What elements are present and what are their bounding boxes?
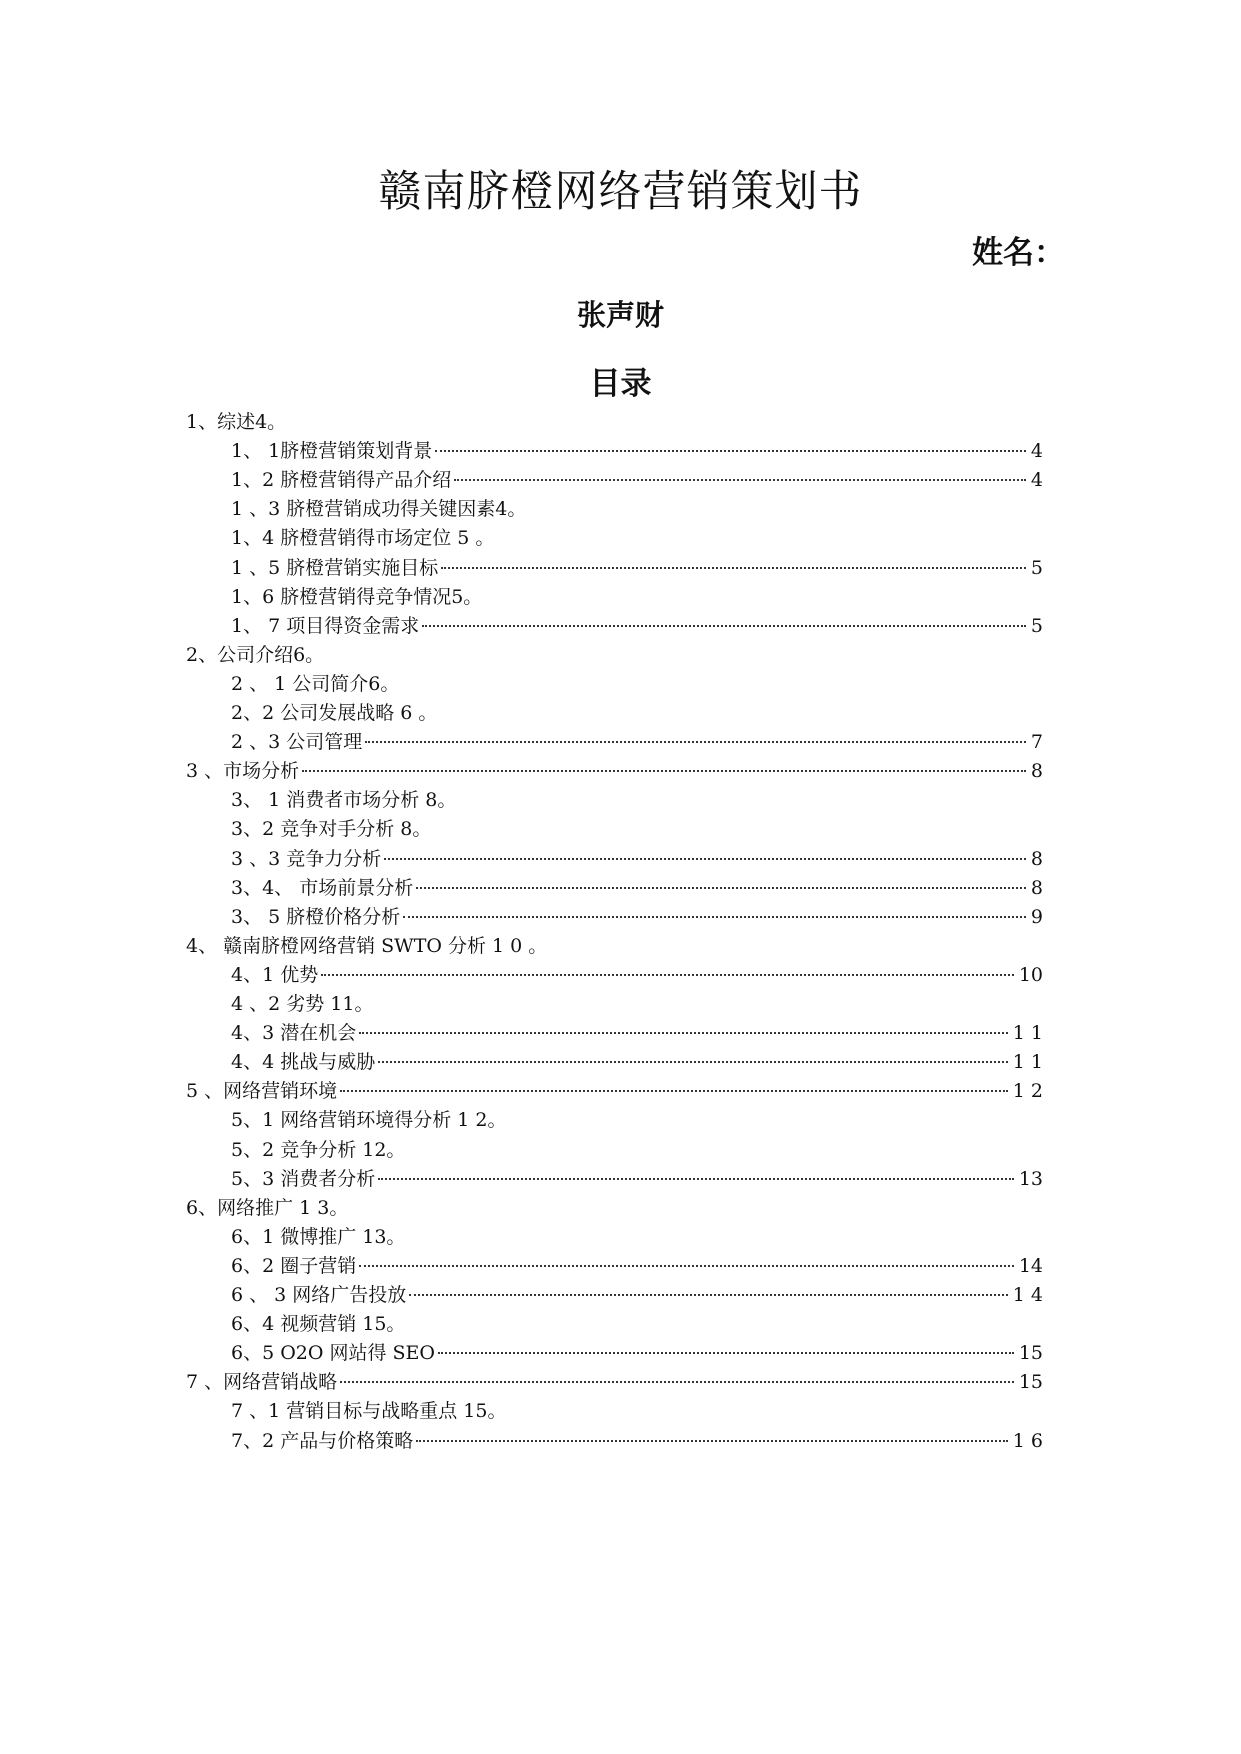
toc-entry-text: 3 、市场分析 (186, 760, 300, 782)
toc-entry[interactable] (231, 614, 1043, 638)
toc-leader-dots (378, 1061, 1008, 1063)
toc-entry[interactable] (231, 526, 494, 550)
toc-page-number: 15 (1018, 1371, 1043, 1393)
toc-entry[interactable] (231, 963, 1043, 987)
toc-leader-dots (359, 1265, 1014, 1267)
toc-entry[interactable] (231, 1225, 405, 1249)
toc-entry-text: 6、4 视频营销 15。 (231, 1313, 406, 1335)
toc-leader-dots (340, 1090, 1008, 1092)
toc-entry[interactable] (231, 1429, 1043, 1453)
toc-page-number: 14 (1018, 1255, 1043, 1277)
toc-entry-text: 1 、3 脐橙营销成功得关键因素4。 (231, 498, 527, 520)
toc-entry[interactable] (231, 1108, 506, 1132)
toc-heading: 目录 (589, 366, 652, 402)
toc-entry-text: 1、4 脐橙营销得市场定位 5 。 (231, 527, 495, 549)
toc-entry[interactable] (231, 701, 437, 725)
toc-entry[interactable] (231, 439, 1043, 463)
toc-entry[interactable] (186, 1079, 1043, 1103)
toc-page-number: 8 (1030, 760, 1043, 782)
toc-entry-text: 2 、 1 公司简介6。 (231, 673, 400, 695)
toc-entry[interactable] (231, 1283, 1043, 1307)
toc-page-number: 13 (1018, 1168, 1043, 1190)
toc-entry[interactable] (231, 817, 431, 841)
toc-entry-text: 7、2 产品与价格策略 (231, 1430, 414, 1452)
toc-leader-dots (435, 450, 1026, 452)
toc-entry[interactable] (231, 788, 456, 812)
toc-entry-text: 7 、1 营销目标与战略重点 15。 (231, 1400, 507, 1422)
toc-entry[interactable] (186, 934, 547, 958)
toc-page-number: 4 (1030, 469, 1043, 491)
toc-page-number: 4 (1030, 440, 1043, 462)
toc-entry-text: 1、综述4。 (186, 411, 287, 433)
toc-leader-dots (384, 858, 1026, 860)
toc-entry-text: 6、网络推广 1 3。 (186, 1197, 349, 1219)
toc-page-number: 1 2 (1012, 1080, 1043, 1102)
toc-entry-text: 5 、网络营销环境 (186, 1080, 338, 1102)
toc-entry-text: 4、1 优势 (231, 964, 319, 986)
toc-entry-text: 4、3 潜在机会 (231, 1022, 357, 1044)
toc-leader-dots (340, 1381, 1014, 1383)
toc-entry-text: 5、1 网络营销环境得分析 1 2。 (231, 1109, 507, 1131)
toc-entry[interactable] (231, 1138, 405, 1162)
toc-leader-dots (302, 770, 1026, 772)
toc-entry[interactable] (231, 1050, 1043, 1074)
toc-entry[interactable] (231, 992, 373, 1016)
toc-leader-dots (416, 887, 1026, 889)
toc-page-number: 15 (1018, 1342, 1043, 1364)
toc-entry-text: 1、 7 项目得资金需求 (231, 615, 420, 637)
toc-leader-dots (422, 625, 1026, 627)
toc-entry-text: 4 、2 劣势 11。 (231, 993, 374, 1015)
toc-entry[interactable] (231, 1312, 405, 1336)
toc-page-number: 8 (1030, 848, 1043, 870)
toc-entry-text: 6、5 O2O 网站得 SEO (231, 1342, 435, 1364)
toc-entry-text: 1 、5 脐橙营销实施目标 (231, 557, 439, 579)
toc-entry-text: 3、4、 市场前景分析 (231, 877, 414, 899)
toc-leader-dots (321, 974, 1014, 976)
toc-entry[interactable] (231, 1167, 1043, 1191)
toc-entry-text: 6 、 3 网络广告投放 (231, 1284, 407, 1306)
toc-entry-text: 6、2 圈子营销 (231, 1255, 357, 1277)
toc-page-number: 10 (1018, 964, 1043, 986)
toc-entry[interactable] (231, 905, 1043, 929)
toc-entry[interactable] (231, 497, 526, 521)
toc-page-number: 8 (1030, 877, 1043, 899)
toc-leader-dots (359, 1032, 1008, 1034)
document-title: 赣南脐橙网络营销策划书 (378, 167, 863, 217)
toc-page-number: 1 1 (1012, 1022, 1043, 1044)
toc-entry-text: 3、 5 脐橙价格分析 (231, 906, 401, 928)
toc-entry-text: 4、4 挑战与威胁 (231, 1051, 376, 1073)
toc-entry-text: 2、2 公司发展战略 6 。 (231, 702, 438, 724)
toc-entry[interactable] (231, 585, 482, 609)
toc-entry[interactable] (231, 672, 399, 696)
toc-entry-text: 5、2 竞争分析 12。 (231, 1139, 406, 1161)
toc-entry-text: 4、 赣南脐橙网络营销 SWTO 分析 1 0 。 (186, 935, 548, 957)
toc-leader-dots (441, 567, 1026, 569)
toc-entry-text: 2、公司介绍6。 (186, 644, 325, 666)
toc-leader-dots (378, 1178, 1014, 1180)
toc-page-number: 7 (1030, 731, 1043, 753)
author-name: 张声财 (576, 298, 664, 332)
toc-page-number: 5 (1030, 615, 1043, 637)
toc-entry[interactable] (231, 876, 1043, 900)
toc-page-number: 1 4 (1012, 1284, 1043, 1306)
toc-entry[interactable] (231, 730, 1043, 754)
toc-page-number: 1 1 (1012, 1051, 1043, 1073)
toc-page-number: 5 (1030, 557, 1043, 579)
toc-entry[interactable] (231, 847, 1043, 871)
toc-leader-dots (454, 479, 1026, 481)
toc-page-number: 9 (1030, 906, 1043, 928)
toc-entry[interactable] (231, 1254, 1043, 1278)
toc-entry[interactable] (186, 410, 286, 434)
toc-entry-text: 7 、网络营销战略 (186, 1371, 338, 1393)
name-label: 姓名： (972, 235, 1065, 271)
toc-entry[interactable] (186, 1370, 1043, 1394)
toc-entry[interactable] (231, 1341, 1043, 1365)
toc-entry-text: 1、 1脐橙营销策划背景 (231, 440, 433, 462)
toc-entry[interactable] (186, 1196, 348, 1220)
toc-leader-dots (403, 916, 1026, 918)
toc-leader-dots (416, 1440, 1008, 1442)
toc-entry[interactable] (231, 1021, 1043, 1045)
toc-entry[interactable] (186, 643, 324, 667)
toc-entry-text: 6、1 微博推广 13。 (231, 1226, 406, 1248)
toc-entry-text: 1、2 脐橙营销得产品介绍 (231, 469, 452, 491)
toc-entry-text: 1、6 脐橙营销得竞争情况5。 (231, 586, 483, 608)
toc-leader-dots (438, 1352, 1014, 1354)
toc-leader-dots (365, 741, 1026, 743)
toc-entry-text: 2 、3 公司管理 (231, 731, 363, 753)
toc-entry[interactable] (231, 468, 1043, 492)
toc-entry[interactable] (186, 759, 1043, 783)
toc-page-number: 1 6 (1012, 1430, 1043, 1452)
toc-entry-text: 5、3 消费者分析 (231, 1168, 376, 1190)
toc-entry-text: 3、 1 消费者市场分析 8。 (231, 789, 457, 811)
toc-entry-text: 3、2 竞争对手分析 8。 (231, 818, 432, 840)
toc-leader-dots (409, 1294, 1007, 1296)
toc-entry-text: 3 、3 竞争力分析 (231, 848, 382, 870)
toc-entry[interactable] (231, 1399, 506, 1423)
toc-entry[interactable] (231, 556, 1043, 580)
